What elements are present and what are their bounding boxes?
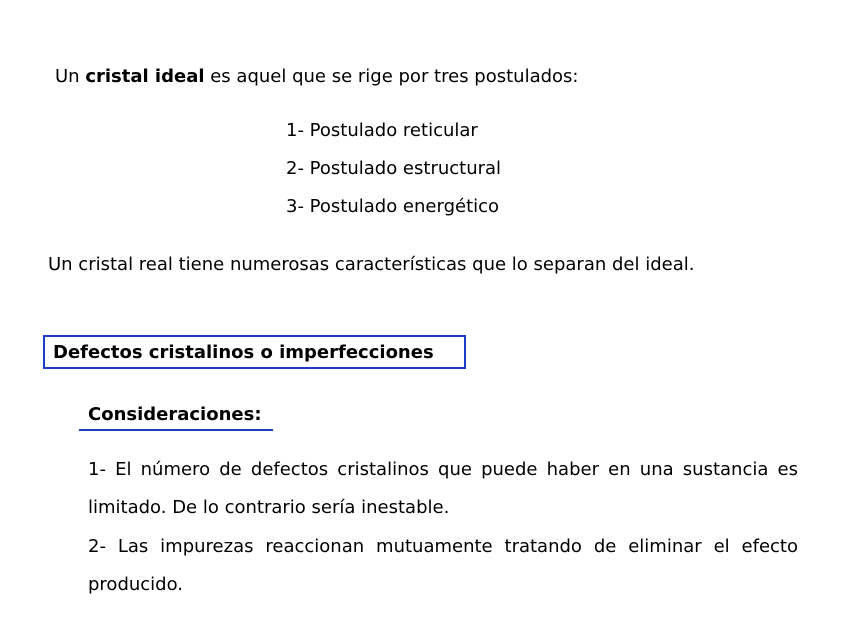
postulate-item: 1- Postulado reticular bbox=[286, 120, 478, 141]
postulates-list bbox=[286, 120, 501, 234]
intro-suffix: es aquel que se rige por tres postulados: bbox=[204, 66, 579, 87]
consideration-paragraph: 2- Las impurezas reaccionan mutuamente tratando de eliminar el efecto producido. bbox=[88, 536, 798, 595]
defects-title-box bbox=[43, 335, 466, 369]
intro-bold-term: cristal ideal bbox=[85, 66, 205, 87]
real-crystal-sentence: Un cristal real tiene numerosas características que lo separan del ideal. bbox=[48, 254, 695, 275]
intro-sentence bbox=[55, 66, 579, 88]
defects-title: Defectos cristalinos o imperfecciones bbox=[53, 342, 434, 363]
considerations-title: Consideraciones: bbox=[88, 404, 262, 425]
postulate-item: 2- Postulado estructural bbox=[286, 158, 502, 179]
postulate-item: 3- Postulado energético bbox=[286, 196, 500, 217]
intro-prefix: Un bbox=[55, 66, 86, 87]
consideration-paragraph: 1- El número de defectos cristalinos que puede haber en una sustancia es limitado. De lo contrario sería inestable. bbox=[88, 459, 798, 518]
considerations-underline bbox=[79, 429, 273, 431]
